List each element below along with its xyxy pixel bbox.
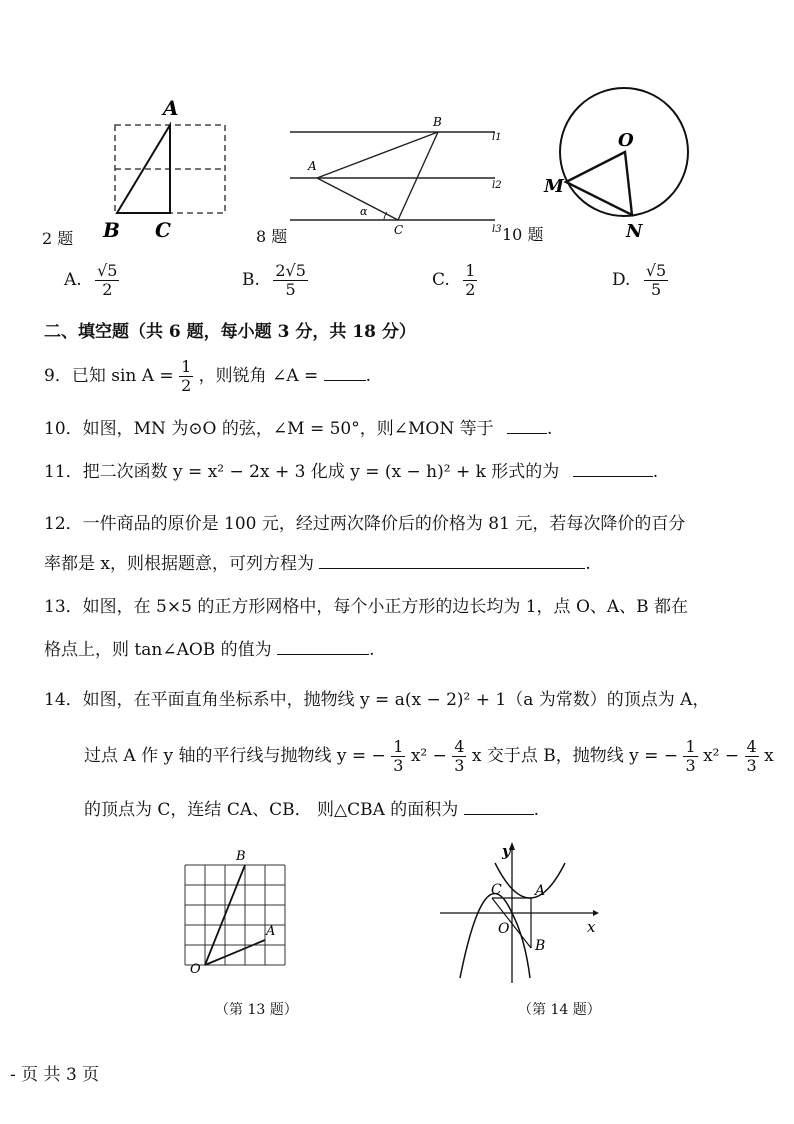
q12-answer-blank[interactable] — [319, 552, 585, 569]
fig2-label-B: B — [103, 218, 120, 242]
q14-f4-num: 4 — [746, 737, 757, 756]
q14-line1: 14．如图，在平面直角坐标系中，抛物线 y = a(x − 2)² + 1（a 为常数）的顶点为 A， — [44, 690, 710, 710]
q8-option-d-den: 5 — [650, 280, 662, 299]
q8-option-a-den: 2 — [102, 280, 113, 299]
q12-end: . — [585, 554, 591, 574]
fig13-label-B: B — [236, 849, 246, 864]
q8-option-c-den: 2 — [465, 280, 476, 299]
q9-text-post: ，则锐角 ∠A = — [198, 366, 319, 386]
q14-f1-den: 3 — [393, 756, 404, 775]
q14-mid1: x² − — [410, 746, 447, 766]
q8-option-a-label: A. — [64, 270, 82, 290]
fig14-label-A: A — [535, 883, 546, 899]
q13-end: . — [369, 640, 375, 660]
question-9 — [44, 358, 371, 395]
fig14-label-y: y — [502, 842, 511, 860]
q11-end: . — [652, 462, 659, 482]
figure-q13 — [180, 845, 300, 985]
question-13-line2 — [44, 638, 375, 661]
q14-f3-den: 3 — [685, 756, 696, 775]
figure-q10 — [540, 82, 700, 242]
q14-f4-den: 3 — [746, 756, 757, 775]
fig2-label-C: C — [155, 218, 171, 242]
q9-answer-blank[interactable] — [324, 364, 366, 381]
q8-option-d-num: √5 — [645, 261, 667, 280]
fig8-label-C: C — [394, 223, 404, 237]
q11-answer-blank[interactable] — [573, 460, 653, 477]
fig14-label-B: B — [535, 938, 546, 954]
q9-end: . — [365, 366, 372, 386]
figure-q8-drawing — [280, 110, 510, 240]
q14-f1-num: 1 — [393, 737, 404, 756]
fig13-label-A: A — [266, 924, 276, 939]
fig13-label-O: O — [190, 962, 201, 977]
q14-line2c: x — [764, 746, 774, 766]
q14-end: . — [533, 800, 540, 820]
q8-option-c — [432, 262, 477, 299]
question-14-line3 — [84, 798, 539, 821]
fig13-caption: （第 13 题） — [215, 1002, 298, 1018]
q8-option-a — [64, 262, 119, 299]
fig10-label-O: O — [618, 130, 634, 151]
figure-q8 — [280, 110, 510, 240]
q14-f2-num: 4 — [454, 737, 465, 756]
question-12-line2 — [44, 552, 591, 575]
q10-text: 10．如图，MN 为⊙O 的弦，∠M = 50°，则∠MON 等于 — [44, 419, 494, 439]
fig14-label-C: C — [491, 882, 502, 898]
figure-q14 — [435, 838, 605, 988]
q8-option-c-num: 1 — [465, 261, 476, 280]
fig14-caption: （第 14 题） — [518, 1002, 601, 1018]
fig14-label-O: O — [498, 921, 510, 937]
q9-text-pre: 9．已知 sin A = — [44, 366, 174, 386]
figure-q14-drawing — [435, 838, 605, 988]
figure-q13-drawing — [180, 845, 300, 985]
fig2-label-A: A — [163, 96, 179, 120]
question-10 — [44, 417, 552, 440]
fig8-label-alpha: α — [360, 205, 368, 218]
q14-line2b: x 交于点 B，抛物线 y = − — [471, 746, 679, 766]
q13-line1: 13．如图，在 5×5 的正方形网格中，每个小正方形的边长均为 1，点 O、A、B 都在 — [44, 597, 689, 617]
question-14-line2 — [84, 738, 774, 775]
page-footer: - 页 共 3 页 — [10, 1065, 100, 1085]
q8-option-b-num: 2√5 — [275, 261, 306, 280]
fig8-label-l2: l2 — [492, 180, 502, 191]
q14-answer-blank[interactable] — [464, 798, 534, 815]
q10-answer-blank[interactable] — [507, 417, 547, 434]
fig10-label-M: M — [544, 176, 564, 197]
q8-option-d-label: D. — [612, 270, 631, 290]
figure-q10-drawing — [540, 82, 700, 242]
fig8-label-A: A — [308, 159, 317, 173]
q8-option-b-den: 5 — [285, 280, 296, 299]
fig8-label-B: B — [433, 115, 442, 129]
fig2-caption: 2 题 — [42, 229, 74, 248]
fig8-label-l3: l3 — [492, 224, 502, 235]
q12-line1: 12．一件商品的原价是 100 元，经过两次降价后的价格为 81 元，若每次降价的百分 — [44, 514, 686, 534]
question-11 — [44, 460, 658, 483]
q8-option-c-label: C. — [432, 270, 450, 290]
fig8-caption: 8 题 — [256, 227, 288, 246]
fig8-label-l1: l1 — [492, 132, 502, 143]
fig10-label-N: N — [626, 221, 643, 242]
q14-line3: 的顶点为 C，连结 CA、CB． 则△CBA 的面积为 — [84, 800, 459, 820]
q13-line2: 格点上，则 tan∠AOB 的值为 — [44, 640, 272, 660]
fig14-label-x: x — [587, 918, 596, 936]
q9-frac-num: 1 — [181, 357, 192, 376]
q13-answer-blank[interactable] — [277, 638, 369, 655]
q10-end: . — [547, 419, 553, 439]
figure-q2 — [95, 95, 240, 245]
section-fill-in-title: 二、填空题（共 6 题，每小题 3 分，共 18 分） — [44, 322, 416, 342]
q9-frac-den: 2 — [181, 376, 192, 395]
q8-option-d — [612, 262, 668, 299]
q14-f3-num: 1 — [685, 737, 696, 756]
q8-option-b — [242, 262, 308, 299]
q11-text: 11．把二次函数 y = x² − 2x + 3 化成 y = (x − h)² + k 形式的为 — [44, 462, 560, 482]
fig10-caption: 10 题 — [502, 225, 544, 244]
q14-mid2: x² − — [703, 746, 740, 766]
figure-q2-drawing — [95, 95, 240, 245]
q8-option-a-num: √5 — [97, 261, 118, 280]
q8-option-b-label: B. — [242, 270, 260, 290]
q12-line2: 率都是 x，则根据题意，可列方程为 — [44, 554, 314, 574]
q14-f2-den: 3 — [454, 756, 465, 775]
q14-line2a: 过点 A 作 y 轴的平行线与抛物线 y = − — [84, 746, 386, 766]
